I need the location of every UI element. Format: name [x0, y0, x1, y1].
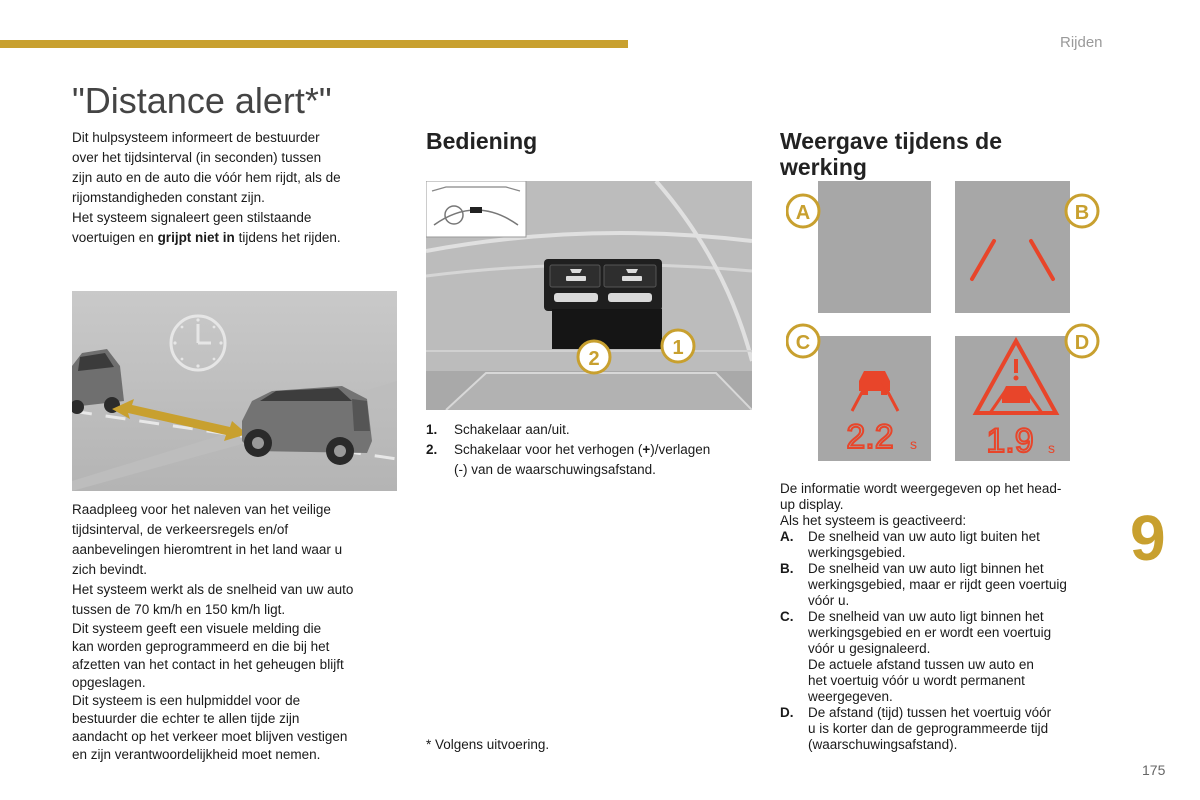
svg-text:s: s [910, 436, 917, 452]
distance-illustration [72, 291, 397, 491]
hud-display-panels [786, 181, 1106, 461]
page-title: "Distance alert*" [72, 80, 332, 121]
callout-2 [578, 341, 610, 373]
svg-text:2.2: 2.2 [846, 418, 894, 456]
weergave-text: De informatie wordt weergegeven op het head- up display. Als het systeem is geactiveerd: A. De snelheid van uw auto ligt buiten het werkingsgebied. B. De snelheid van uw auto ligt binnen het werkingsgebied, maar er rijdt geen voertuig vóór u. C. De snelheid van uw auto ligt binnen het werkingsgebied en er wordt een voertuig vóór u gesignaleerd. De actuele afstand tussen uw auto en het voertuig vóór u wordt permanent weergegeven. D. De afstand (tijd) tussen het voertuig vóór u is korter dan de geprogrammeerde tijd (waarschuwingsafstand). [780, 481, 1115, 753]
interior-inset [426, 181, 526, 237]
bediening-heading: Bediening [426, 128, 538, 154]
switch-block [544, 259, 662, 349]
callout-1 [662, 330, 694, 362]
svg-text:A: A [795, 202, 811, 224]
header-rule [0, 40, 628, 48]
panel-d [955, 325, 1098, 461]
svg-text:C: C [795, 332, 811, 354]
svg-text:2: 2 [588, 348, 600, 370]
svg-text:B: B [1074, 202, 1090, 224]
svg-text:D: D [1074, 332, 1090, 354]
chapter-number: 9 [1130, 502, 1166, 574]
intro-paragraph: Dit hulpsysteem informeert de bestuurder over het tijdsinterval (in seconden) tussen zijn auto en de auto die vóór hem rijdt, als de rijomstandigheden constant zijn. Het systeem signaleert geen stilstaande voertuigen en grijpt niet in tijdens het rijden. [72, 130, 341, 245]
left-body-text: Raadpleeg voor het naleven van het veilige tijdsinterval, de verkeersregels en/of aanbevelingen hieromtrent in het land waar u zich bevindt. Het systeem werkt als de snelheid van uw auto tussen de 70 km/h en 150 km/h ligt. Dit systeem geeft een visuele melding die kan worden geprogrammeerd en die bij het afzetten van het contact in het geheugen blijft opgeslagen. Dit systeem is een hulpmiddel voor de bestuurder die echter te allen tijde zijn aandacht op het verkeer moet blijven vestigen en zijn verantwoordelijkheid moet nemen. [72, 502, 354, 762]
section-label: Rijden [1060, 34, 1103, 51]
list-item: D. De afstand (tijd) tussen het voertuig vóór u is korter dan de geprogrammeerde tijd (waarschuwingsafstand). [780, 705, 1052, 752]
svg-text:s: s [1048, 440, 1055, 456]
svg-text:1.9: 1.9 [986, 422, 1034, 460]
page-number: 175 [1142, 762, 1166, 778]
panel-a [787, 181, 931, 313]
list-item: A. De snelheid van uw auto ligt buiten het werkingsgebied. [780, 529, 1040, 560]
footnote: * Volgens uitvoering. [426, 737, 550, 752]
list-item: B. De snelheid van uw auto ligt binnen het werkingsgebied, maar er rijdt geen voertuig vóór u. [780, 561, 1067, 608]
panel-b [955, 181, 1098, 313]
weergave-heading: Weergave tijdens de werking [780, 128, 1002, 180]
switch-illustration [426, 181, 752, 410]
list-item: C. De snelheid van uw auto ligt binnen het werkingsgebied en er wordt een voertuig vóór u gesignaleerd. De actuele afstand tussen uw auto en het voertuig vóór u wordt permanent weergegeven. [780, 609, 1052, 704]
svg-text:1: 1 [672, 337, 684, 359]
bediening-list: 1. Schakelaar aan/uit. 2. Schakelaar voor het verhogen (+)/verlagen (-) van de waarschuwingsafstand. [426, 422, 711, 477]
panel-c [787, 325, 931, 461]
